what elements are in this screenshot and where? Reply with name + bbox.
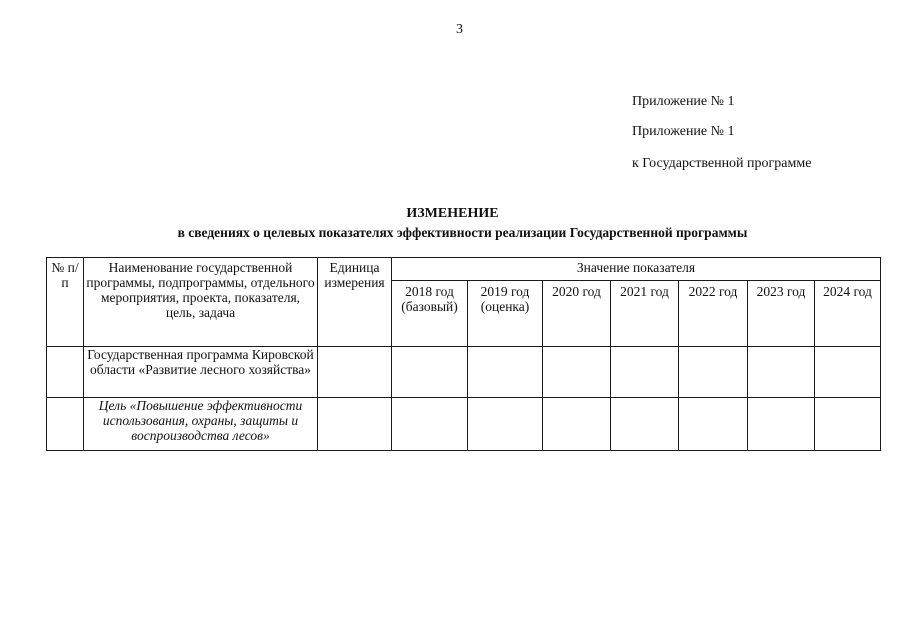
- value-cell-2019: [468, 347, 543, 398]
- header-year-2019: [468, 281, 543, 347]
- value-cell-2018: [392, 347, 468, 398]
- value-cell-2024: [815, 347, 881, 398]
- row-unit: [318, 398, 392, 451]
- header-year-2020: [543, 281, 611, 347]
- value-cell-2024: [815, 398, 881, 451]
- value-cell-2021: [611, 347, 679, 398]
- page-number: 3: [456, 22, 463, 37]
- table-row: [47, 347, 881, 398]
- year-label: 2022 год: [688, 284, 738, 299]
- row-name: Государственная программа Кировской области «Развитие лесного хозяйства»: [84, 347, 318, 398]
- value-cell-2021: [611, 398, 679, 451]
- indicators-table: [46, 257, 881, 451]
- year-note: (оценка): [480, 299, 530, 314]
- title-main: ИЗМЕНЕНИЕ: [406, 206, 499, 221]
- appendix-line-1: Приложение № 1: [632, 94, 735, 109]
- header-name: Наименование государственной программы, подпрограммы, отдельного мероприятия, проекта, показателя, цель, задача: [84, 258, 318, 347]
- appendix-line-2: Приложение № 1: [632, 124, 735, 139]
- year-label: 2021 год: [620, 284, 669, 299]
- appendix-line-3: к Государственной программе: [632, 156, 812, 171]
- header-num: № п/п: [47, 258, 84, 347]
- document-title: [0, 204, 905, 242]
- year-label: 2024 год: [823, 284, 872, 299]
- value-cell-2022: [679, 398, 748, 451]
- value-cell-2022: [679, 347, 748, 398]
- value-cell-2023: [748, 347, 815, 398]
- year-label: 2019 год: [480, 284, 530, 299]
- value-cell-2019: [468, 398, 543, 451]
- year-label: 2018 год: [405, 284, 454, 299]
- row-unit: [318, 347, 392, 398]
- value-cell-2020: [543, 347, 611, 398]
- header-unit: Единица измерения: [318, 258, 392, 347]
- row-num: [47, 398, 84, 451]
- header-year-2024: [815, 281, 881, 347]
- header-year-2021: [611, 281, 679, 347]
- row-name: Цель «Повышение эффективности использования, охраны, защиты и воспроизводства лесов»: [84, 398, 318, 451]
- table-row: [47, 398, 881, 451]
- value-cell-2020: [543, 398, 611, 451]
- header-value-group: Значение показателя: [392, 258, 881, 281]
- header-year-2023: [748, 281, 815, 347]
- year-label: 2023 год: [756, 284, 806, 299]
- header-year-2022: [679, 281, 748, 347]
- year-note: (базовый): [401, 299, 458, 314]
- header-year-2018: [392, 281, 468, 347]
- title-subtitle: в сведениях о целевых показателях эффективности реализации Государственной программы: [177, 225, 748, 240]
- value-cell-2018: [392, 398, 468, 451]
- value-cell-2023: [748, 398, 815, 451]
- year-label: 2020 год: [552, 284, 601, 299]
- row-num: [47, 347, 84, 398]
